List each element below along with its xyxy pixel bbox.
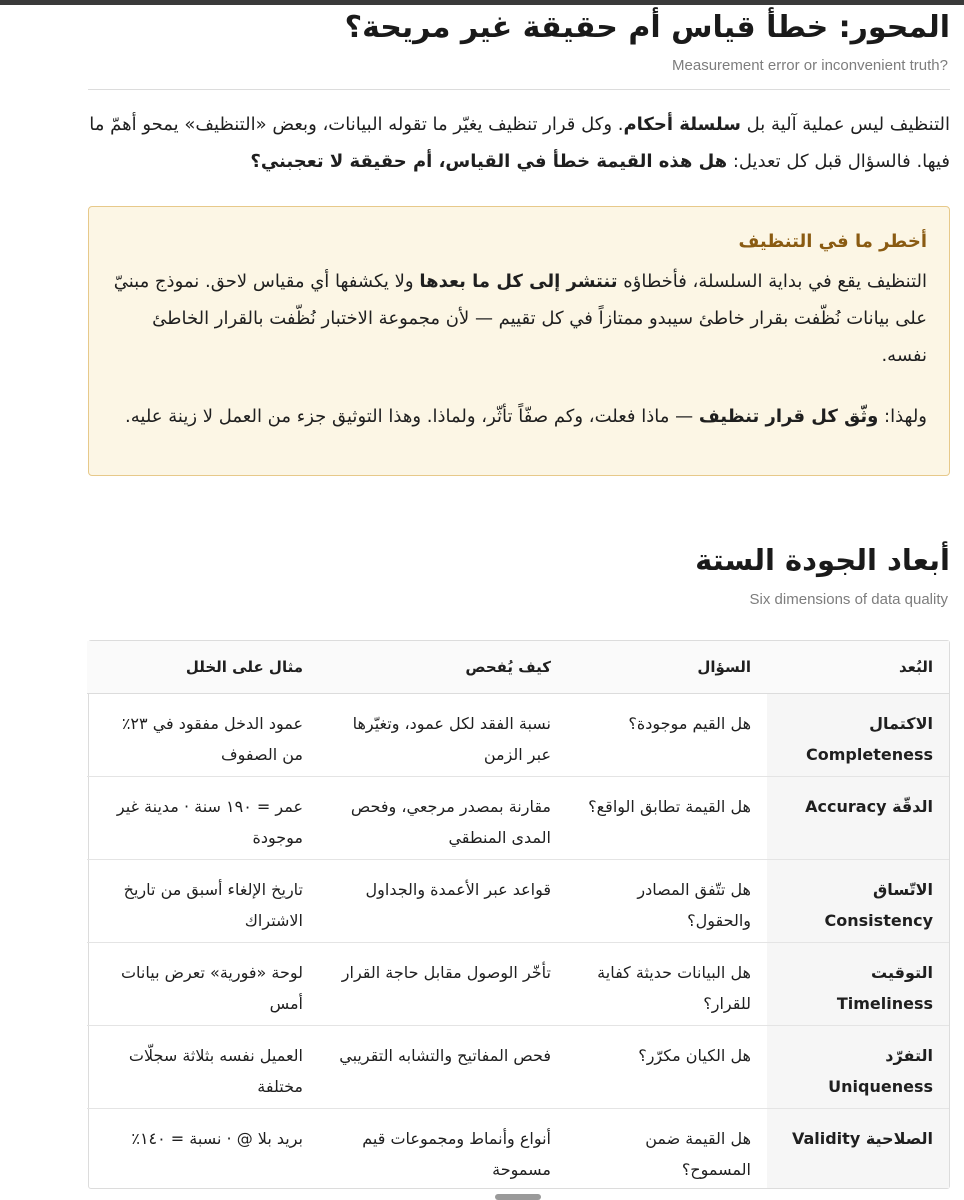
horizontal-scrollbar-thumb[interactable] [495,1194,541,1200]
callout-text: — ماذا فعلت، وكم صفّاً تأثّر، ولماذا. وهذا التوثيق جزء من العمل لا زينة عليه. [125,406,699,427]
table-row [87,1108,949,1188]
header-how: كيف يُفحص [319,641,567,693]
cell-how: قواعد عبر الأعمدة والجداول [319,859,567,942]
cell-dimension: الصلاحية Validity [767,1108,949,1188]
cell-question: هل القيمة ضمن المسموح؟ [645,1128,751,1179]
dimensions-title: أبعاد الجودة الستة [695,543,950,577]
table-header-row [87,641,949,693]
cell-how: نسبة الفقد لكل عمود، وتغيّرها عبر الزمن [319,693,567,776]
lead-text: . وكل قرار تنظيف يغيّر ما تقوله البيانات، وبعض «التنظيف» يمحو أهمّ ما فيها. فالسؤال قبل كل تعديل: [89,114,950,172]
axis-title: المحور: خطأ قياس أم حقيقة غير مريحة؟ [344,10,950,45]
cell-question: هل القيمة تطابق الواقع؟ [567,776,767,859]
cell-example: لوحة «فورية» تعرض بيانات أمس [87,942,319,1025]
cell-question: هل القيم موجودة؟ [567,693,767,776]
cell-dimension: الاكتمال Completeness [767,693,949,776]
callout-text: التنظيف يقع في بداية السلسلة، فأخطاؤه [617,271,927,292]
cell-how: تأخّر الوصول مقابل حاجة القرار [319,942,567,1025]
top-edge-bar [0,0,964,5]
warning-callout [88,206,950,476]
lead-text: التنظيف ليس عملية آلية بل [740,114,950,135]
cell-example: عمر = ١٩٠ سنة · مدينة غير موجودة [87,776,319,859]
callout-paragraph [111,263,927,374]
cell-question: هل البيانات حديثة كفاية للقرار؟ [567,942,767,1025]
cell-dimension: التوقيت Timeliness [767,942,949,1025]
lead-question: هل هذه القيمة خطأ في القياس، أم حقيقة لا تعجبني؟ [250,151,728,172]
callout-emphasis: تنتشر إلى كل ما بعدها [419,271,618,292]
cell-dimension: الدقّة Accuracy [767,776,949,859]
cell-example: العميل نفسه بثلاثة سجلّات مختلفة [87,1025,319,1108]
quality-dimensions-table [88,640,950,1189]
header-dimension: البُعد [767,641,949,693]
cell-example: تاريخ الإلغاء أسبق من تاريخ الاشتراك [87,859,319,942]
callout-paragraph [111,398,927,435]
table-row [87,859,949,942]
cell-how: أنواع وأنماط ومجموعات قيم مسموحة [362,1128,551,1179]
dimensions-subtitle: Six dimensions of data quality [749,591,948,608]
cell-example: بريد بلا @ · نسبة = ١٤٠٪ [131,1128,303,1148]
header-question: السؤال [567,641,767,693]
cell-example: عمود الدخل مفقود في ٢٣٪ من الصفوف [87,693,319,776]
callout-text: ولا يكشفها أي مقياس لاحق. نموذج مبنيّ على بيانات نُظّفت بقرار خاطئ سيبدو ممتازاً في كل تقييم — لأن مجموعة الاختبار نُظّفت بالقرار الخاطئ نفسه. [113,271,927,366]
cell-dimension: الاتّساق Consistency [767,859,949,942]
cell-dimension: التفرّد Uniqueness [767,1025,949,1108]
callout-emphasis: وثّق كل قرار تنظيف [698,406,879,427]
lead-emphasis: سلسلة أحكام [623,114,741,135]
table-row [87,1025,949,1108]
cell-how: فحص المفاتيح والتشابه التقريبي [319,1025,567,1108]
table-row [87,942,949,1025]
divider [88,89,950,90]
cell-question: هل تتّفق المصادر والحقول؟ [567,859,767,942]
lead-paragraph [88,106,950,180]
callout-title: أخطر ما في التنظيف [738,231,927,252]
cell-how: مقارنة بمصدر مرجعي، وفحص المدى المنطقي [319,776,567,859]
cell-question: هل الكيان مكرّر؟ [567,1025,767,1108]
table-row [87,693,949,776]
axis-subtitle: Measurement error or inconvenient truth? [672,57,948,74]
header-example: مثال على الخلل [87,641,319,693]
callout-text: ولهذا: [878,406,927,427]
table-row [87,776,949,859]
